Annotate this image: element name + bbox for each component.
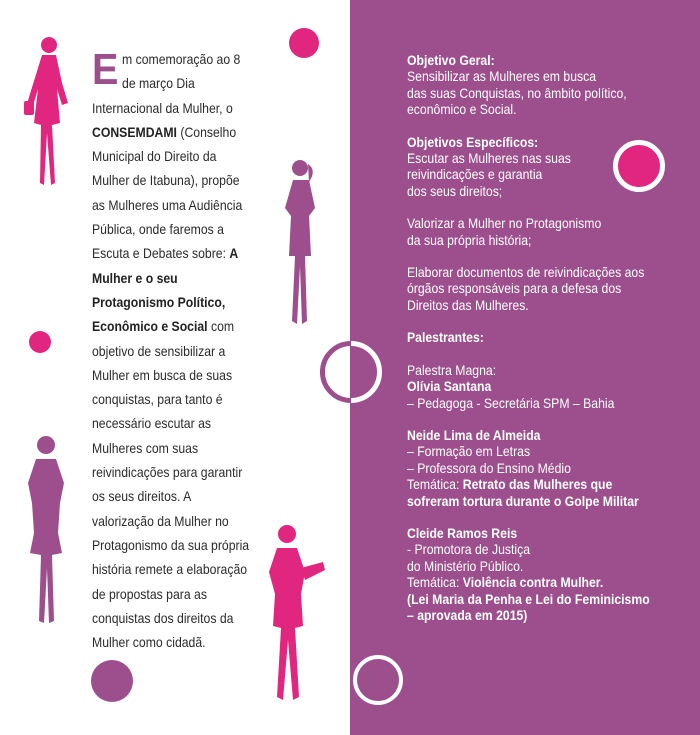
story-part2: (Conselho Municipal do Direito da Mulher de Itabuna), propõe as Mulheres uma Audiência Pública, onde faremos a Escuta e Debates sobre: (92, 124, 243, 262)
speaker-name-olivia: Olívia Santana (407, 379, 492, 395)
palestra-magna-label: Palestra Magna: (407, 362, 497, 378)
speaker-neide-line: – Formação em Letras (407, 444, 531, 460)
tematica-value: Violência contra Mulher. (462, 575, 604, 591)
objetivo-item1-line: reivindicações e garantia (407, 167, 543, 183)
tematica-label: Temática: (407, 477, 463, 493)
objetivo-item1-line: Escutar as Mulheres nas suas (407, 151, 571, 167)
objetivo-item3-line: Direitos das Mulheres. (407, 297, 529, 313)
speaker-name-neide: Neide Lima de Almeida (407, 427, 541, 443)
objetivo-item3-line: órgãos responsáveis para a defesa dos (407, 281, 622, 297)
speaker-cleide-extra: – aprovada em 2015) (407, 607, 528, 623)
objetivo-item2-line: da sua própria história; (407, 232, 532, 248)
story-part1: m comemoração ao 8 de março Dia Internacional da Mulher, o (92, 52, 241, 116)
tematica-label: Temática: (407, 575, 463, 591)
woman-silhouette-arms-crossed-icon (22, 433, 72, 628)
speaker-cleide-line: - Promotora de Justiça (407, 542, 531, 558)
objetivos-especificos-heading: Objetivos Específicos: (407, 134, 539, 150)
speaker-olivia-line: – Pedagoga - Secretária SPM – Bahia (407, 395, 615, 411)
woman-silhouette-clipboard-icon (261, 522, 326, 705)
objetivo-geral-line: econômico e Social. (407, 102, 517, 118)
story-text (92, 45, 252, 655)
palestrantes-heading: Palestrantes: (407, 330, 484, 346)
objetivo-geral-line: das suas Conquistas, no âmbito político, (407, 85, 627, 101)
speaker-cleide-tematica (407, 575, 677, 591)
speaker-neide-tematica-line2: sofreram tortura durante o Golpe Militar (407, 493, 639, 509)
drop-cap: E (92, 45, 119, 94)
magenta-dot-top (289, 28, 319, 58)
woman-silhouette-phone-icon (22, 33, 72, 193)
objetivo-item3-line: Elaborar documentos de reivindicações aos (407, 265, 645, 281)
objetivo-item1-line: dos seus direitos; (407, 183, 503, 199)
objetivo-geral-line: Sensibilizar as Mulheres em busca (407, 69, 597, 85)
speaker-neide-line: – Professora do Ensino Médio (407, 460, 571, 476)
objetivo-geral-heading: Objetivo Geral: (407, 53, 495, 68)
speaker-cleide-extra: (Lei Maria da Penha e Lei do Feminicismo (407, 591, 650, 607)
purple-dot-bottom (91, 660, 133, 702)
info-column (407, 53, 677, 624)
objetivo-item2-line: Valorizar a Mulher no Protagonismo (407, 216, 602, 232)
magenta-dot-left (29, 331, 51, 353)
story-part3: com objetivo de sensibilizar a Mulher em busca de suas conquistas, para tanto é necessário escutar as Mulheres com suas reivindicações para garantir os seus direitos. A valorização da Mulher no Protagonismo da sua própria história remete a elaboração de propostas para as conquistas dos direitos da Mulher como cidadã. (92, 319, 250, 651)
speaker-name-cleide: Cleide Ramos Reis (407, 525, 518, 541)
speaker-neide-tematica (407, 477, 677, 493)
tematica-value: Retrato das Mulheres que (462, 477, 613, 493)
woman-silhouette-standing-icon (279, 156, 323, 331)
speaker-cleide-line: do Ministério Público. (407, 558, 524, 574)
ring-bottom (353, 655, 403, 705)
story-theme: A Mulher e o seu Protagonismo Político, Econômico e Social (92, 246, 238, 335)
consemdami-label: CONSEMDAMI (92, 124, 177, 140)
